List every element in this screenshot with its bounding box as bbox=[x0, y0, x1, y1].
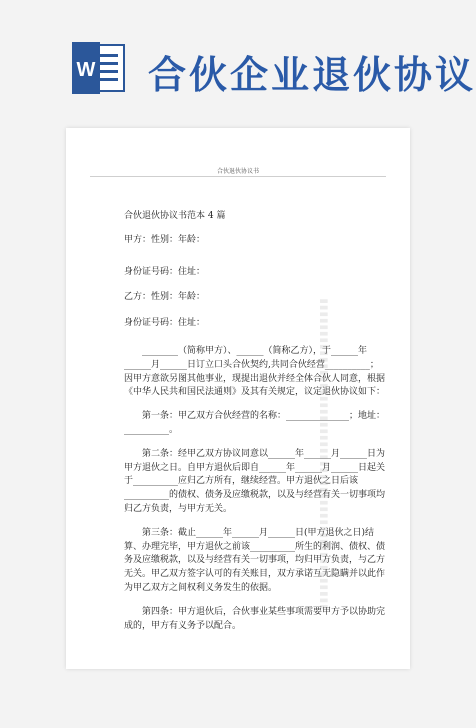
article-3: 第三条：截止______年______月______日(甲方退伙之日)结算、办理完毕，甲方退伙之前该__________所生的利润、债权、债务及应缴税款，以及与经营有关一切事项，均归甲方负责，与乙方无关。甲乙双方签字认可的有关账目，双方承诺互无隐瞒并以此作为甲乙双方之间权利义务发生的依据。 bbox=[124, 527, 386, 593]
article-4: 第四条：甲方退伙后，合伙事业某些事项需要甲方予以协助完成的，甲方有义务予以配合。 bbox=[124, 606, 386, 631]
preamble-paragraph: ________（简称甲方）、______（简称乙方），于______年______月______日订立口头合伙契约,共同合伙经营__________；因甲方意欲另图其他事业，现提出退伙并经全体合伙人同意，根据《中华人民共和国民法通则》及其有关规定，议定退伙协议如下： bbox=[124, 345, 386, 398]
watermark-strip bbox=[318, 248, 410, 728]
article-2: 第二条：经甲乙双方协议同意以______年______月______日为甲方退伙之日。自甲方退伙后即自______年______月______日起关于__________应归乙方所有，继续经营。甲方退伙之日后该__________的债权、债务及应缴税款，以及与经营有关一切事项均归乙方负责，与甲方无关。 bbox=[124, 448, 386, 514]
party-b-id-line: 身份证号码：住址： bbox=[124, 318, 206, 329]
document-page bbox=[66, 128, 410, 669]
banner-title: 合伙企业退伙协议 bbox=[148, 53, 476, 97]
banner bbox=[0, 0, 474, 110]
document-body bbox=[124, 210, 386, 633]
party-a-id-line: 身份证号码：住址： bbox=[124, 266, 206, 277]
watermark-pattern: ▮▮▮▮▮▮▮▮▮▮▮▮▮▮▮▮▮▮▮▮▮▮▮▮▮▮▮▮▮▮▮▮▮▮▮▮▮▮▮▮▮▮▮▮▮▮▮▮ bbox=[318, 297, 330, 610]
party-a-line: 甲方：性别：年龄： bbox=[124, 234, 206, 245]
page-header: 合伙退伙协议书 bbox=[216, 168, 259, 175]
word-document-icon bbox=[70, 42, 126, 94]
doc-title-line: 合伙退伙协议书范本 4 篇 bbox=[124, 211, 226, 221]
article-1: 第一条：甲乙双方合伙经营的名称：______________；地址：__________。 bbox=[124, 411, 386, 435]
word-logo-letter: W bbox=[76, 59, 96, 81]
party-b-line: 乙方：性别：年龄： bbox=[124, 292, 206, 303]
header-divider bbox=[90, 176, 386, 177]
